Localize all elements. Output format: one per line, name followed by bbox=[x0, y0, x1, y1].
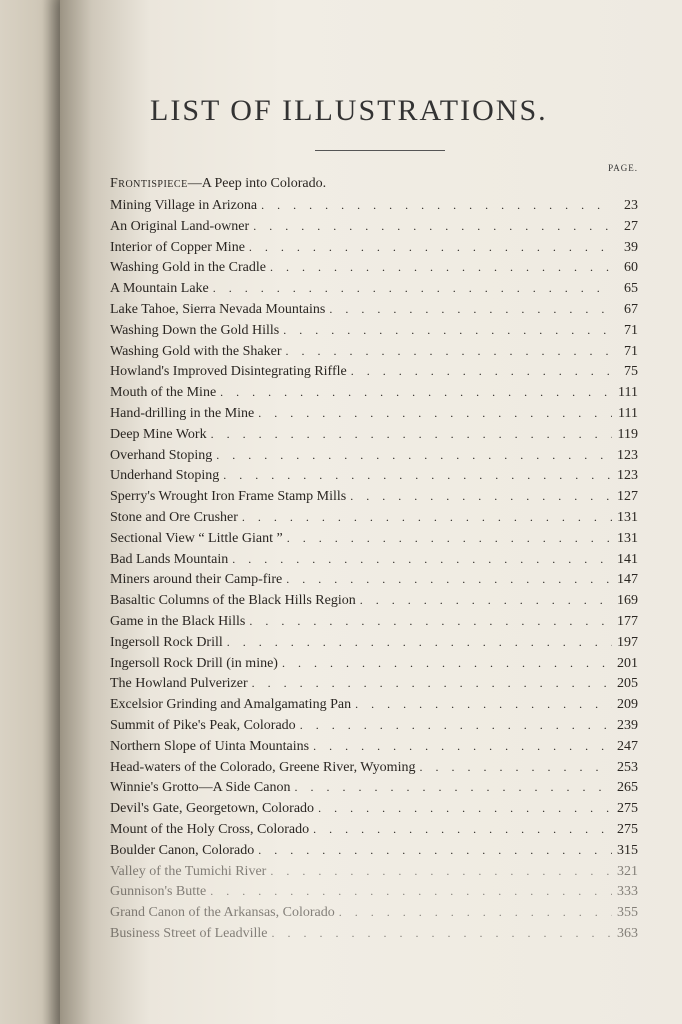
page-number: 75 bbox=[624, 364, 638, 380]
frontispiece-entry bbox=[110, 173, 638, 195]
illustration-title: Mouth of the Mine bbox=[110, 385, 217, 401]
illustration-title: Head-waters of the Colorado, Greene River, Wyoming bbox=[110, 759, 416, 775]
list-item bbox=[110, 673, 638, 694]
frontispiece-text: —A Peep into Colorado. bbox=[187, 176, 327, 191]
dot-leader bbox=[227, 632, 612, 653]
page-number: 65 bbox=[624, 281, 638, 297]
illustration-title: Boulder Canon, Colorado bbox=[110, 842, 255, 858]
list-item bbox=[110, 299, 638, 320]
illustration-title: Underhand Stoping bbox=[110, 468, 220, 484]
page-number: 321 bbox=[617, 863, 638, 879]
illustration-title: Grand Canon of the Arkansas, Colorado bbox=[110, 905, 335, 921]
page-title: LIST OF ILLUSTRATIONS. bbox=[150, 94, 548, 127]
page-number: 275 bbox=[617, 821, 638, 837]
dot-leader bbox=[355, 694, 612, 715]
illustration-title: An Original Land-owner bbox=[110, 218, 250, 234]
illustration-title: Overhand Stoping bbox=[110, 447, 213, 463]
page-number: 265 bbox=[617, 780, 638, 796]
dot-leader bbox=[282, 653, 612, 674]
illustration-title: Summit of Pike's Peak, Colorado bbox=[110, 717, 296, 733]
page-number: 131 bbox=[617, 509, 638, 525]
page-number: 131 bbox=[617, 530, 638, 546]
dot-leader bbox=[232, 549, 612, 570]
dot-leader bbox=[210, 881, 612, 902]
list-item bbox=[110, 881, 638, 902]
list-item bbox=[110, 465, 638, 486]
dot-leader bbox=[283, 320, 612, 341]
list-item bbox=[110, 861, 638, 882]
list-item bbox=[110, 757, 638, 778]
dot-leader bbox=[313, 736, 612, 757]
illustrations-list bbox=[110, 195, 638, 944]
illustration-title: Lake Tahoe, Sierra Nevada Mountains bbox=[110, 301, 326, 317]
illustration-title: Miners around their Camp-fire bbox=[110, 572, 283, 588]
list-item bbox=[110, 715, 638, 736]
illustration-title: A Mountain Lake bbox=[110, 281, 209, 297]
page-number: 71 bbox=[624, 322, 638, 338]
illustration-title: Devil's Gate, Georgetown, Colorado bbox=[110, 801, 315, 817]
dot-leader bbox=[211, 424, 612, 445]
title-rule bbox=[315, 150, 445, 151]
illustration-title: Valley of the Tumichi River bbox=[110, 863, 267, 879]
page-number: 355 bbox=[617, 905, 638, 921]
list-item bbox=[110, 237, 638, 258]
list-item bbox=[110, 611, 638, 632]
page-number: 333 bbox=[617, 884, 638, 900]
list-item bbox=[110, 341, 638, 362]
dot-leader bbox=[216, 445, 612, 466]
page-number: 169 bbox=[617, 593, 638, 609]
page-number: 197 bbox=[617, 634, 638, 650]
illustration-title: Sectional View “ Little Giant ” bbox=[110, 530, 283, 546]
dot-leader bbox=[220, 382, 612, 403]
illustration-title: Game in the Black Hills bbox=[110, 613, 246, 629]
dot-leader bbox=[300, 715, 612, 736]
list-item bbox=[110, 819, 638, 840]
list-item bbox=[110, 736, 638, 757]
list-item bbox=[110, 507, 638, 528]
list-item bbox=[110, 653, 638, 674]
dot-leader bbox=[350, 486, 612, 507]
frontispiece-label: Frontispiece bbox=[110, 176, 188, 191]
list-item bbox=[110, 923, 638, 944]
list-item bbox=[110, 382, 638, 403]
dot-leader bbox=[271, 923, 612, 944]
list-item bbox=[110, 840, 638, 861]
list-item bbox=[110, 798, 638, 819]
list-item bbox=[110, 320, 638, 341]
list-item bbox=[110, 902, 638, 923]
page-number: 127 bbox=[617, 489, 638, 505]
page-number: 177 bbox=[617, 613, 638, 629]
illustration-title: Excelsior Grinding and Amalgamating Pan bbox=[110, 697, 352, 713]
page-number: 239 bbox=[617, 717, 638, 733]
dot-leader bbox=[287, 528, 612, 549]
dot-leader bbox=[339, 902, 612, 923]
page-number: 141 bbox=[617, 551, 638, 567]
dot-leader bbox=[242, 507, 612, 528]
page-number: 315 bbox=[617, 842, 638, 858]
dot-leader bbox=[253, 216, 612, 237]
dot-leader bbox=[223, 465, 612, 486]
illustration-title: Sperry's Wrought Iron Frame Stamp Mills bbox=[110, 489, 347, 505]
page-number: 205 bbox=[617, 676, 638, 692]
dot-leader bbox=[351, 361, 612, 382]
list-item bbox=[110, 403, 638, 424]
page-number: 111 bbox=[618, 405, 638, 421]
page-column-heading: PAGE. bbox=[608, 163, 638, 173]
list-item bbox=[110, 632, 638, 653]
illustration-title: Washing Gold with the Shaker bbox=[110, 343, 282, 359]
dot-leader bbox=[294, 777, 612, 798]
dot-leader bbox=[286, 341, 612, 362]
dot-leader bbox=[258, 403, 612, 424]
book-page bbox=[60, 0, 682, 1024]
page-number: 71 bbox=[624, 343, 638, 359]
dot-leader bbox=[213, 278, 612, 299]
dot-leader bbox=[270, 861, 612, 882]
dot-leader bbox=[360, 590, 612, 611]
illustration-title: Mount of the Holy Cross, Colorado bbox=[110, 821, 310, 837]
dot-leader bbox=[313, 819, 612, 840]
page-number: 275 bbox=[617, 801, 638, 817]
dot-leader bbox=[329, 299, 612, 320]
list-item bbox=[110, 445, 638, 466]
list-item bbox=[110, 486, 638, 507]
illustration-title: Winnie's Grotto—A Side Canon bbox=[110, 780, 291, 796]
page-number: 209 bbox=[617, 697, 638, 713]
dot-leader bbox=[258, 840, 612, 861]
page-number: 67 bbox=[624, 301, 638, 317]
page-number: 39 bbox=[624, 239, 638, 255]
dot-leader bbox=[419, 757, 612, 778]
list-item bbox=[110, 694, 638, 715]
list-item bbox=[110, 569, 638, 590]
page-number: 119 bbox=[617, 426, 638, 442]
illustration-title: Interior of Copper Mine bbox=[110, 239, 245, 255]
page-number: 123 bbox=[617, 447, 638, 463]
list-item bbox=[110, 590, 638, 611]
page-number: 27 bbox=[624, 218, 638, 234]
illustration-title: Deep Mine Work bbox=[110, 426, 207, 442]
dot-leader bbox=[261, 195, 612, 216]
illustration-title: Hand-drilling in the Mine bbox=[110, 405, 255, 421]
page-number: 123 bbox=[617, 468, 638, 484]
list-item bbox=[110, 257, 638, 278]
page-content bbox=[110, 0, 638, 944]
list-item bbox=[110, 777, 638, 798]
illustration-title: Howland's Improved Disintegrating Riffle bbox=[110, 364, 347, 380]
illustration-title: Washing Gold in the Cradle bbox=[110, 260, 266, 276]
page-number: 253 bbox=[617, 759, 638, 775]
illustration-title: Mining Village in Arizona bbox=[110, 198, 258, 213]
page-number: 147 bbox=[617, 572, 638, 588]
list-item bbox=[110, 216, 638, 237]
dot-leader bbox=[249, 611, 612, 632]
page-number: 60 bbox=[624, 260, 638, 276]
illustration-title: Ingersoll Rock Drill bbox=[110, 634, 223, 650]
illustration-title: Stone and Ore Crusher bbox=[110, 509, 238, 525]
list-item bbox=[110, 528, 638, 549]
dot-leader bbox=[252, 673, 612, 694]
illustration-title: Northern Slope of Uinta Mountains bbox=[110, 738, 310, 754]
page-number: 111 bbox=[618, 385, 638, 401]
page-number: 363 bbox=[617, 925, 638, 941]
list-item bbox=[110, 195, 638, 216]
illustration-title: Washing Down the Gold Hills bbox=[110, 322, 280, 338]
list-item bbox=[110, 424, 638, 445]
dot-leader bbox=[249, 237, 612, 258]
illustration-title: Basaltic Columns of the Black Hills Region bbox=[110, 593, 356, 609]
dot-leader bbox=[270, 257, 612, 278]
dot-leader bbox=[318, 798, 612, 819]
dot-leader bbox=[286, 569, 612, 590]
page-number: 23 bbox=[624, 198, 638, 213]
list-item bbox=[110, 361, 638, 382]
illustration-title: The Howland Pulverizer bbox=[110, 676, 248, 692]
illustration-title: Gunnison's Butte bbox=[110, 884, 207, 900]
illustration-title: Business Street of Leadville bbox=[110, 925, 268, 941]
list-item bbox=[110, 278, 638, 299]
illustration-title: Ingersoll Rock Drill (in mine) bbox=[110, 655, 278, 671]
page-number: 247 bbox=[617, 738, 638, 754]
page-number: 201 bbox=[617, 655, 638, 671]
illustration-title: Bad Lands Mountain bbox=[110, 551, 229, 567]
list-item bbox=[110, 549, 638, 570]
